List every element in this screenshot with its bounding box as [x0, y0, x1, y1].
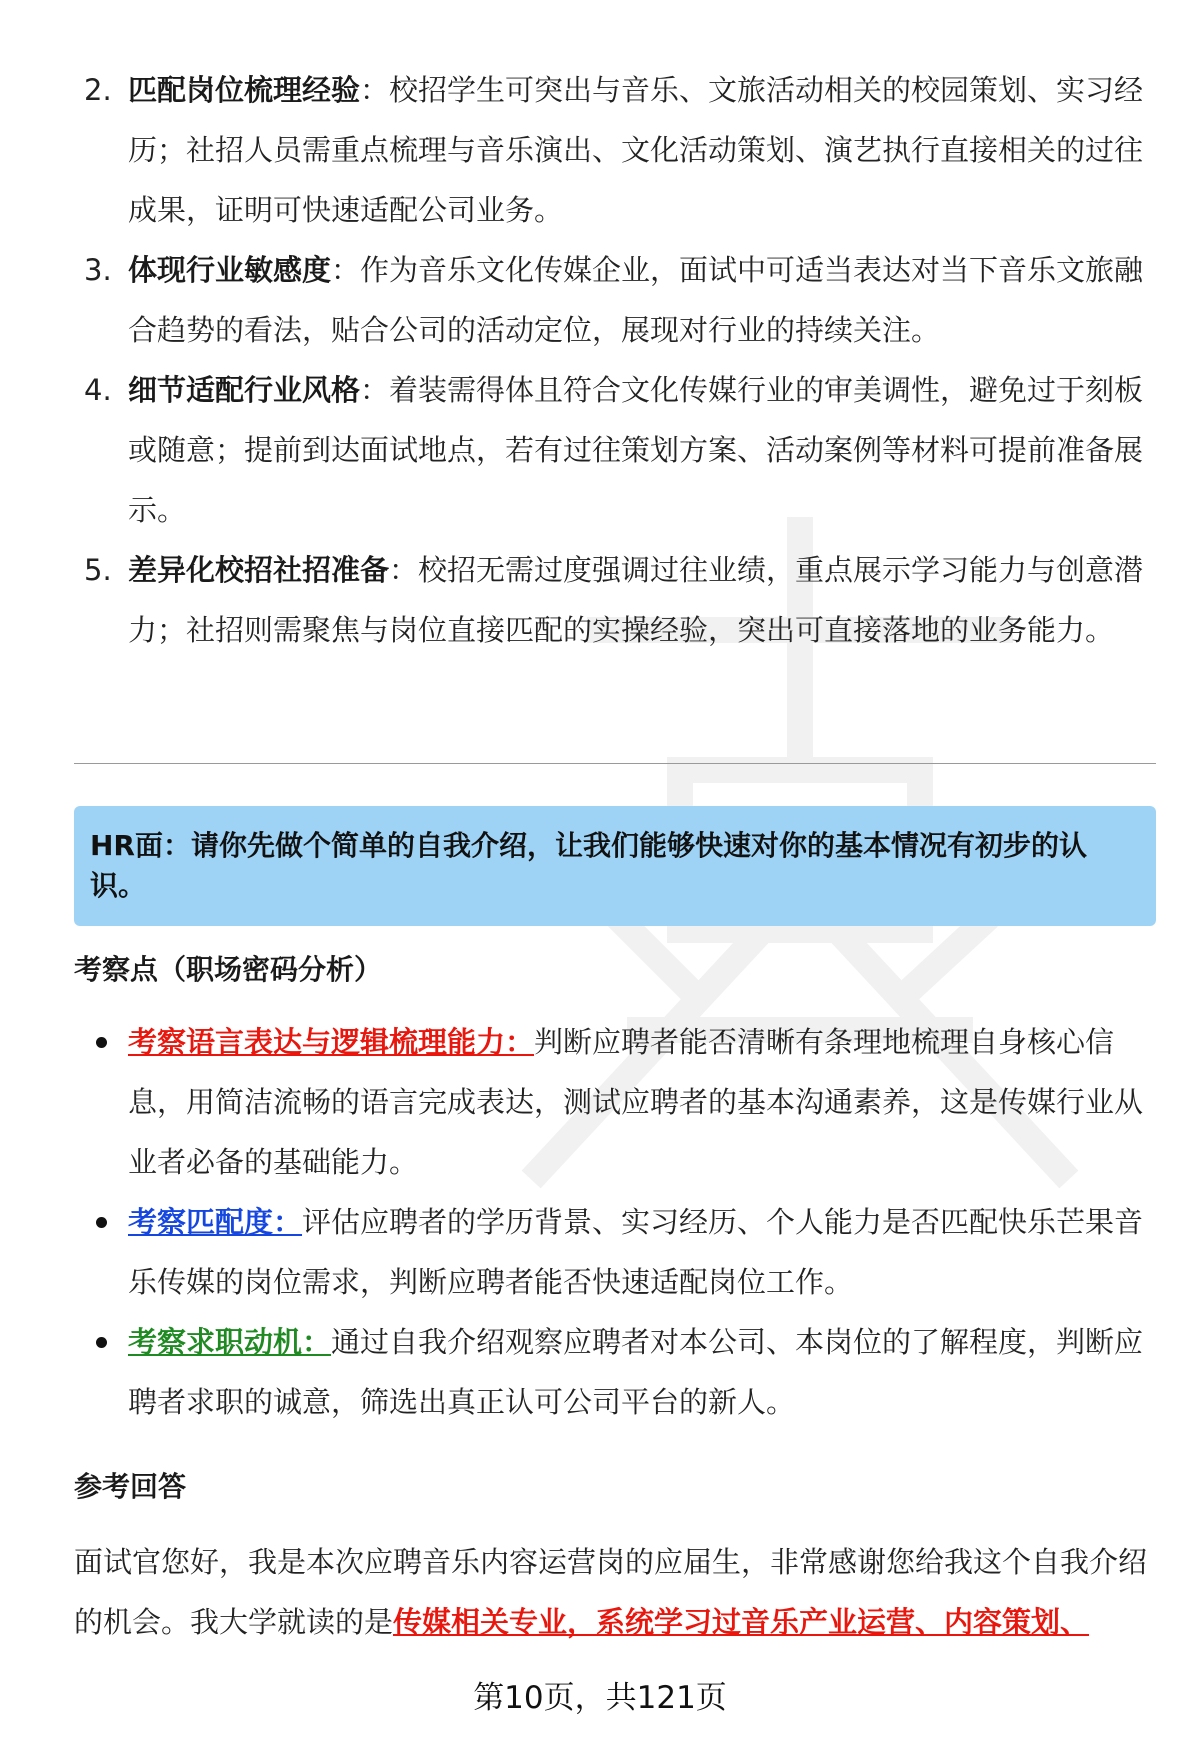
- exam-point-text: 通过自我介绍观察应聘者对本公司、本岗位的了解程度，判断应聘者求职的诚意，筛选出真正认可公司平台的新人。: [128, 1325, 1144, 1419]
- page-footer: 第10页，共121页: [473, 1680, 727, 1716]
- answer-highlight: 传媒相关专业，系统学习过音乐产业运营、内容策划、: [393, 1605, 1090, 1639]
- item-text: 作为音乐文化传媒企业，面试中可适当表达对当下音乐文旅融合趋势的看法，贴合公司的活动定位，展现对行业的持续关注。: [128, 253, 1144, 347]
- exam-point-key: 考察匹配度：: [128, 1205, 303, 1239]
- list-item: [74, 60, 1144, 240]
- item-term: 体现行业敏感度: [128, 253, 332, 287]
- item-text: 着装需得体且符合文化传媒行业的审美调性，避免过于刻板或随意；提前到达面试地点，若有过往策划方案、活动案例等材料可提前准备展示。: [128, 373, 1144, 527]
- item-term: 差异化校招社招准备: [128, 553, 390, 587]
- item-number: 5.: [84, 553, 112, 587]
- list-item: [74, 1312, 1154, 1432]
- list-item: [74, 360, 1144, 540]
- hr-question-box: HR面：请你先做个简单的自我介绍，让我们能够快速对你的基本情况有初步的认识。: [74, 806, 1156, 926]
- exam-point-key: 考察求职动机：: [128, 1325, 332, 1359]
- item-separator: ：: [331, 253, 361, 287]
- item-number: 2.: [84, 73, 112, 107]
- item-number: 4.: [84, 373, 112, 407]
- list-item: [74, 240, 1144, 360]
- item-term: 匹配岗位梳理经验: [128, 73, 361, 107]
- item-separator: ：: [389, 553, 419, 587]
- answer-text: 面试官您好，我是本次应聘音乐内容运营岗的应届生，非常感谢您给我这个自我介绍的机会。我大学就读的是: [74, 1545, 1148, 1639]
- exam-point-text: 判断应聘者能否清晰有条理地梳理自身核心信息，用简洁流畅的语言完成表达，测试应聘者的基本沟通素养，这是传媒行业从业者必备的基础能力。: [128, 1025, 1144, 1179]
- item-separator: ：: [360, 373, 390, 407]
- item-term: 细节适配行业风格: [128, 373, 361, 407]
- list-item: [74, 540, 1144, 660]
- bullet-icon: [96, 1217, 107, 1228]
- item-text: 校招学生可突出与音乐、文旅活动相关的校园策划、实习经历；社招人员需重点梳理与音乐演出、文化活动策划、演艺执行直接相关的过往成果，证明可快速适配公司业务。: [128, 73, 1144, 227]
- section-divider: [74, 763, 1156, 764]
- item-separator: ：: [360, 73, 390, 107]
- bullet-icon: [96, 1037, 107, 1048]
- tips-numbered-list: [74, 60, 1144, 660]
- list-item: [74, 1192, 1154, 1312]
- list-item: [74, 1012, 1154, 1192]
- exam-points-list: [74, 1012, 1154, 1432]
- exam-point-text: 评估应聘者的学历背景、实习经历、个人能力是否匹配快乐芒果音乐传媒的岗位需求，判断应聘者能否快速适配岗位工作。: [128, 1205, 1144, 1299]
- exam-point-key: 考察语言表达与逻辑梳理能力：: [128, 1025, 535, 1059]
- item-text: 校招无需过度强调过往业绩，重点展示学习能力与创意潜力；社招则需聚焦与岗位直接匹配的实操经验，突出可直接落地的业务能力。: [128, 553, 1144, 647]
- item-number: 3.: [84, 253, 112, 287]
- exam-points-heading: 考察点（职场密码分析）: [74, 953, 383, 986]
- reference-answer-heading: 参考回答: [74, 1470, 187, 1503]
- bullet-icon: [96, 1337, 107, 1348]
- reference-answer-paragraph: [74, 1532, 1156, 1652]
